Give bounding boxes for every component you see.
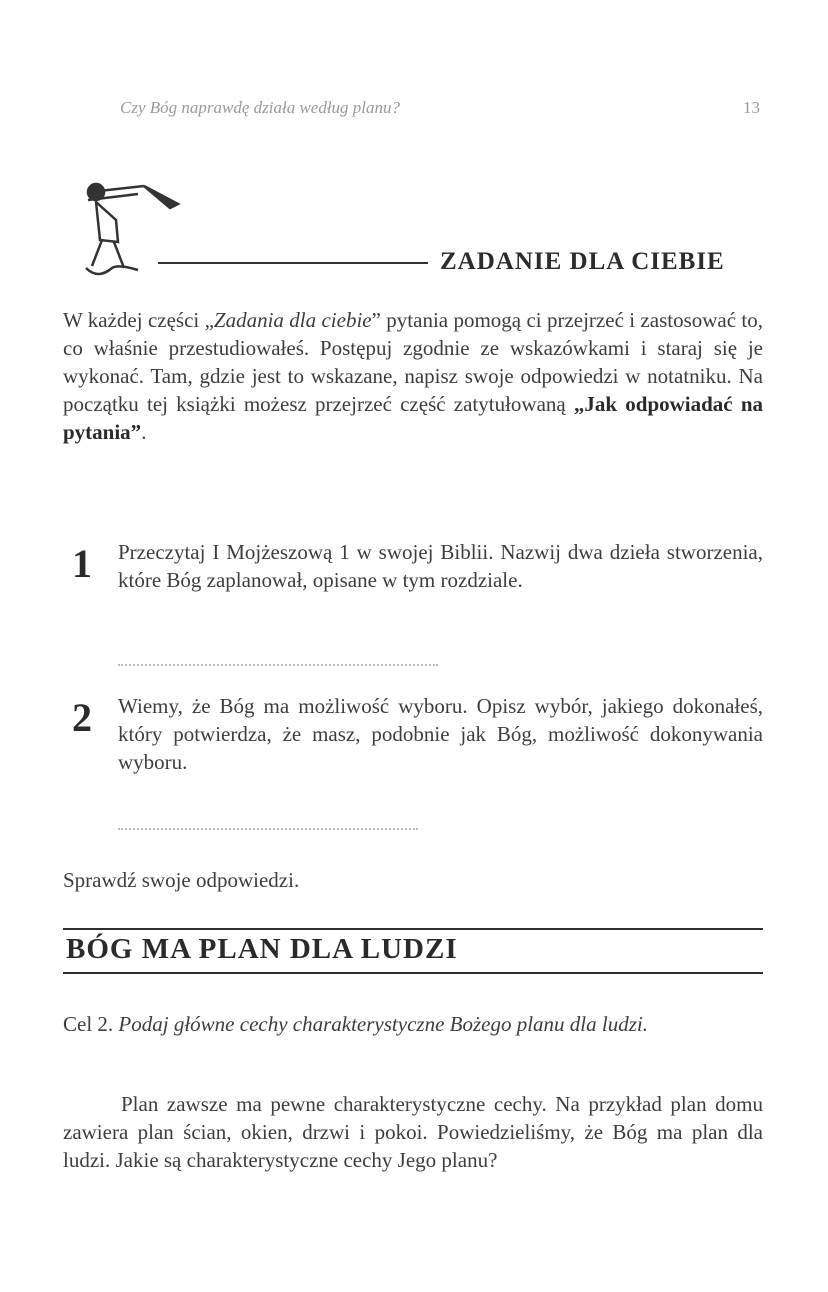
check-answers: Sprawdź swoje odpowiedzi.: [63, 868, 300, 892]
task-intro: W każdej części „Zadania dla ciebie” pytania pomogą ci przejrzeć i zastosować to, co właśnie przestudiowałeś. Postępuj zgodnie ze wskazówkami i staraj się je wykonać. Tam, gdzie jest to wskazane, napisz swoje odpowiedzi w notatniku. Na początku tej książki możesz przejrzeć część zatytułowaną „Jak odpowiadać na pytania”.: [63, 308, 764, 444]
goal-text: Podaj główne cechy charakterystyczne Bożego planu dla ludzi.: [118, 1012, 648, 1036]
running-head: [120, 98, 760, 118]
answer-line: [118, 664, 438, 666]
question-text: Wiemy, że Bóg ma możliwość wyboru. Opisz wybór, jakiego dokonałeś, który potwierdza, że masz, podobnie jak Bóg, możliwość dokonywania wyboru.: [118, 694, 763, 774]
section-title: BÓG MA PLAN DLA LUDZI: [66, 933, 458, 965]
question-number: 2: [72, 695, 92, 740]
goal-label: Cel 2.: [63, 1012, 114, 1036]
section-body: Plan zawsze ma pewne charakterystyczne cechy. Na przykład plan domu zawiera plan ścian, okien, drzwi i pokoi. Powiedzieliśmy, że Bóg ma plan dla ludzi. Jakie są charakterystyczne cechy Jego planu?: [63, 1092, 763, 1172]
section-rule-top: [63, 928, 763, 930]
question-text: Przeczytaj I Mojżeszową 1 w swojej Biblii. Nazwij dwa dzieła stworzenia, które Bóg zaplanował, opisane w tym rozdziale.: [118, 540, 763, 592]
running-title: Czy Bóg naprawdę działa według planu?: [120, 98, 401, 117]
goal: [63, 1010, 763, 1038]
task-divider: [158, 262, 428, 264]
section-rule-bottom: [63, 972, 763, 974]
page-number: 13: [743, 98, 760, 117]
answer-line: [118, 828, 418, 830]
task-title: ZADANIE DLA CIEBIE: [440, 248, 725, 275]
question-number: 1: [72, 541, 92, 586]
